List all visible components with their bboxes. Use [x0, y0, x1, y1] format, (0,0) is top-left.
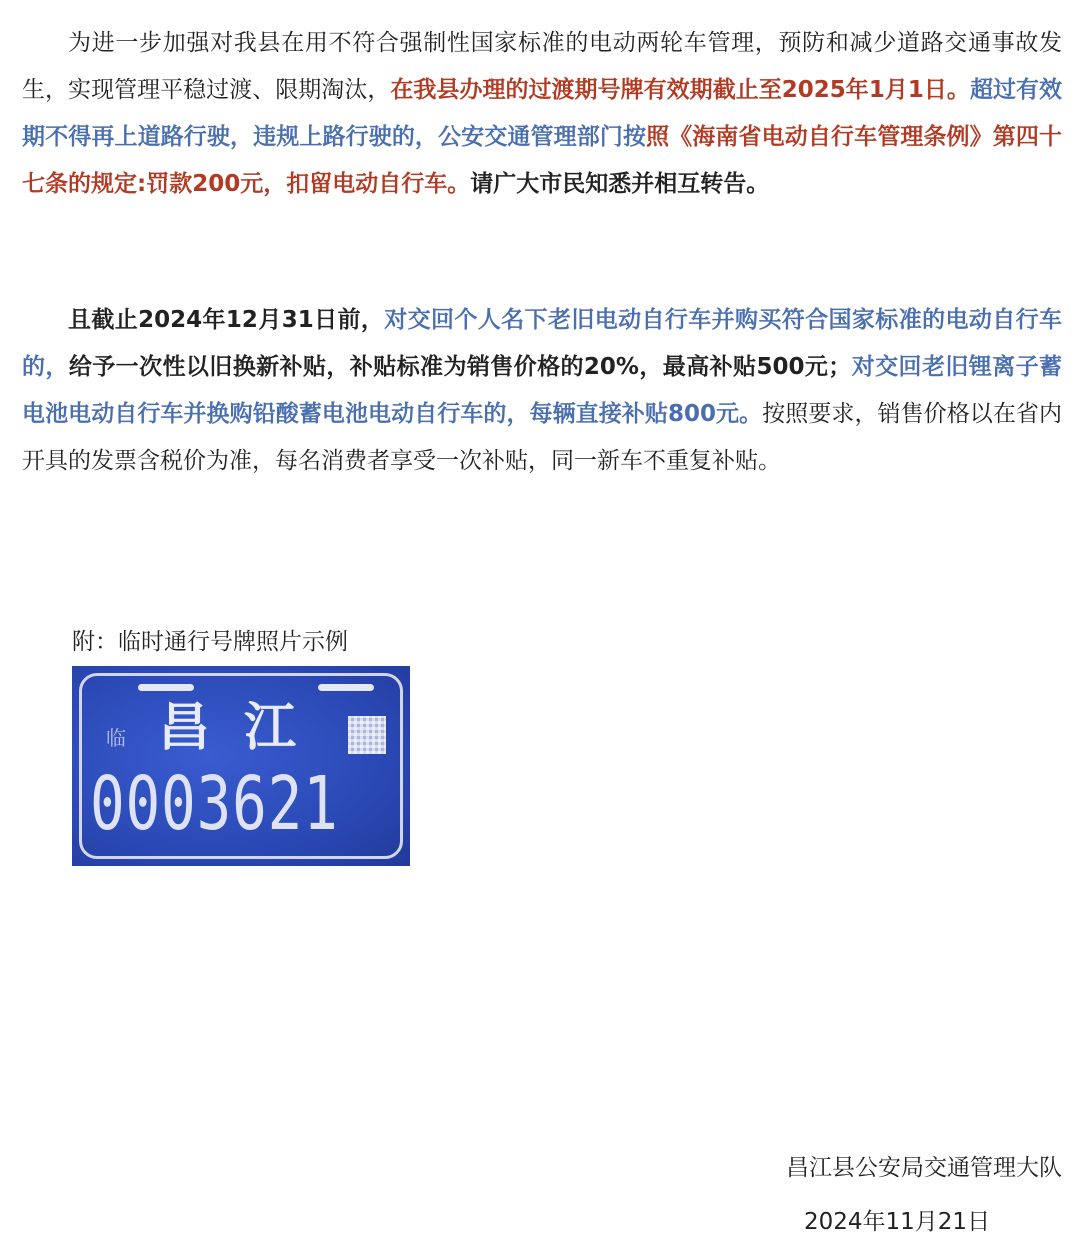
qr-code-icon: [348, 716, 386, 754]
notice-paragraph-1: [22, 20, 1062, 208]
trade-in-condition: 对交回个人名下老旧电动自行车并购买符合国家标准的电动自行车的，: [22, 307, 1062, 380]
subsidy-rules: 按照要求，销售价格以在省内开具的发票含税价为准，每名消费者享受一次补贴，同一新车不重复补贴。: [22, 401, 1063, 474]
paragraph-1-intro: 为进一步加强对我县在用不符合强制性国家标准的电动两轮车管理，预防和减少道路交通事故发生，实现管理平稳过渡、限期淘汰，: [22, 30, 1062, 103]
plate-mount-bar-left: [138, 684, 194, 691]
public-notice-request: 请广大市民知悉并相互转告。: [470, 171, 770, 197]
plate-expiry-statement: 在我县办理的过渡期号牌有效期截止至2025年1月1日。: [390, 77, 970, 103]
trade-in-subsidy: 给予一次性以旧换新补贴，补贴标准为销售价格的20%，最高补贴500元；: [68, 354, 852, 380]
expired-plate-rule: 超过有效期不得再上道路行驶，违规上路行驶的，公安交通管理部门按: [22, 77, 1063, 150]
notice-paragraph-2: [22, 297, 1062, 485]
plate-mount-bar-right: [318, 684, 374, 691]
issuing-organization: 昌江县公安局交通管理大队: [786, 1155, 1062, 1181]
plate-region-name: 昌江: [158, 698, 331, 758]
temporary-license-plate-photo: [72, 666, 410, 866]
attachment-caption: 附：临时通行号牌照片示例: [72, 629, 348, 655]
battery-swap-subsidy: 对交回老旧锂离子蓄电池电动自行车并换购铅酸蓄电池电动自行车的，每辆直接补贴800元。: [22, 354, 1063, 427]
issue-date: 2024年11月21日: [804, 1209, 991, 1235]
penalty-statement: 照《海南省电动自行车管理条例》第四十七条的规定:罚款200元，扣留电动自行车。: [22, 124, 1063, 197]
plate-number: 0003621: [90, 761, 339, 847]
subsidy-deadline: 且截止2024年12月31日前，: [68, 307, 385, 333]
plate-temporary-mark: 临: [106, 726, 126, 750]
